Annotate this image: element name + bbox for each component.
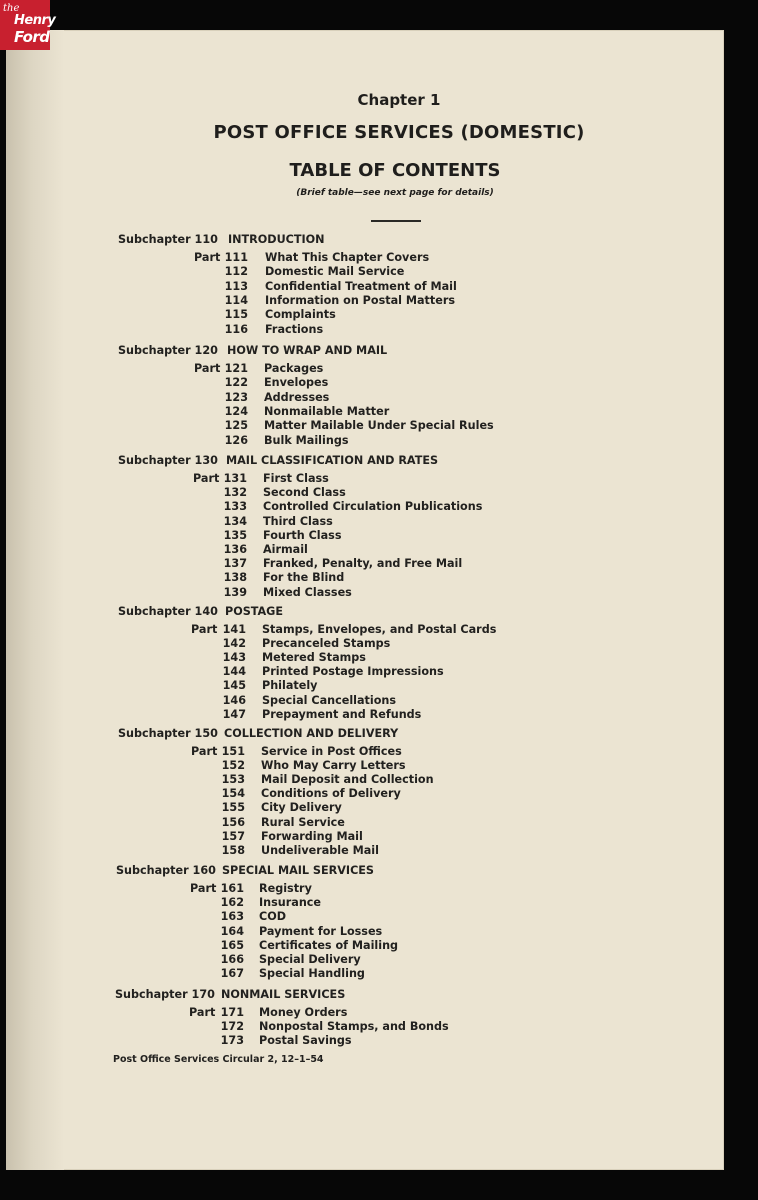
part-number: 135: [223, 528, 247, 542]
toc-heading: TABLE OF CONTENTS: [289, 160, 501, 181]
part-number: 156: [221, 815, 245, 829]
part-number: 157: [221, 829, 245, 843]
subchapter-label: Subchapter 140: [118, 605, 218, 618]
part-title: Metered Stamps: [262, 651, 366, 665]
part-number: 125: [224, 419, 248, 433]
part-label: Part: [193, 472, 220, 485]
part-title: Undeliverable Mail: [261, 843, 379, 857]
part-number: 163: [220, 910, 244, 924]
part-title: Postal Savings: [259, 1034, 352, 1048]
subchapter-title: POSTAGE: [225, 605, 284, 618]
part-title: Matter Mailable Under Special Rules: [264, 419, 494, 433]
part-title: Service in Post Offices: [261, 745, 402, 758]
part-number: 172: [220, 1020, 244, 1034]
part-number: 115: [224, 308, 248, 322]
part-title: Prepayment and Refunds: [262, 707, 422, 721]
part-title: Addresses: [264, 390, 330, 404]
part-title: Nonpostal Stamps, and Bonds: [259, 1020, 449, 1034]
part-label: Part: [194, 251, 221, 264]
part-number: 136: [223, 543, 247, 556]
part-title: Second Class: [263, 486, 346, 500]
part-number: 152: [221, 759, 245, 773]
part-number: 147: [222, 707, 246, 721]
part-number: 123: [224, 390, 248, 404]
subchapter-title: HOW TO WRAP AND MAIL: [227, 344, 388, 357]
part-label: Part: [194, 362, 221, 375]
part-number: 113: [224, 279, 248, 293]
part-number: 138: [223, 571, 247, 585]
part-number: 139: [223, 585, 247, 599]
part-number: 165: [220, 938, 244, 952]
subchapter-title: INTRODUCTION: [228, 233, 325, 246]
part-number: 111: [224, 251, 248, 264]
part-title: Domestic Mail Service: [265, 265, 405, 279]
part-number: 122: [224, 376, 248, 390]
part-number: 142: [222, 637, 246, 651]
part-label: Part: [191, 623, 218, 636]
part-title: Fourth Class: [263, 528, 342, 542]
part-title: Packages: [264, 362, 324, 375]
logo-henry: Henry: [14, 13, 56, 28]
subchapter-label: Subchapter 110: [118, 233, 218, 246]
henry-ford-logo: [0, 0, 56, 50]
logo-the: the: [3, 3, 20, 14]
subchapter-title: SPECIAL MAIL SERVICES: [222, 864, 374, 877]
part-title: Special Delivery: [259, 953, 361, 966]
part-number: 126: [224, 433, 248, 447]
subchapter-label: Subchapter 150: [118, 727, 218, 740]
part-title: Rural Service: [261, 815, 345, 829]
document-title: POST OFFICE SERVICES (DOMESTIC): [213, 122, 585, 143]
part-number: 167: [220, 967, 244, 981]
part-number: 158: [221, 843, 245, 857]
part-number: 134: [223, 514, 247, 528]
logo-ford: Ford: [14, 28, 50, 46]
part-title: Special Cancellations: [262, 693, 397, 707]
part-title: Certificates of Mailing: [259, 938, 399, 952]
page-footer: Post Office Services Circular 2, 12–1–54: [113, 1054, 324, 1065]
subchapter-label: Subchapter 170: [115, 988, 215, 1001]
part-title: Nonmailable Matter: [264, 404, 390, 418]
part-title: City Delivery: [261, 801, 342, 815]
part-title: Mail Deposit and Collection: [261, 773, 434, 787]
subchapter-label: Subchapter 130: [118, 454, 218, 467]
part-title: Payment for Losses: [259, 924, 383, 938]
part-number: 144: [222, 665, 246, 679]
part-title: Information on Postal Matters: [265, 293, 455, 307]
part-number: 116: [224, 322, 248, 336]
part-number: 145: [222, 679, 246, 693]
part-number: 121: [224, 362, 248, 375]
subchapter-title: COLLECTION AND DELIVERY: [224, 727, 399, 740]
part-title: Forwarding Mail: [261, 829, 363, 843]
part-number: 124: [224, 404, 248, 418]
part-title: Fractions: [265, 322, 324, 336]
part-title: What This Chapter Covers: [265, 251, 430, 264]
part-title: For the Blind: [263, 571, 345, 585]
part-title: Airmail: [263, 543, 308, 556]
part-title: First Class: [263, 472, 329, 485]
subchapter-title: NONMAIL SERVICES: [221, 988, 346, 1001]
part-title: Who May Carry Letters: [261, 759, 406, 773]
part-number: 162: [220, 896, 244, 910]
part-number: 112: [224, 265, 248, 279]
part-title: Special Handling: [259, 967, 365, 981]
part-number: 173: [220, 1034, 244, 1048]
part-title: Envelopes: [264, 376, 329, 390]
part-number: 164: [220, 924, 244, 938]
part-title: Conditions of Delivery: [261, 787, 401, 801]
part-title: Bulk Mailings: [264, 433, 349, 447]
part-title: Confidential Treatment of Mail: [265, 279, 457, 293]
part-title: Printed Postage Impressions: [262, 665, 444, 679]
subchapter-label: Subchapter 160: [116, 864, 216, 877]
part-title: Complaints: [265, 308, 336, 322]
toc-note: (Brief table—see next page for details): [296, 188, 494, 198]
part-number: 166: [220, 953, 244, 966]
part-title: COD: [259, 910, 287, 924]
part-number: 171: [220, 1006, 244, 1019]
part-number: 137: [223, 557, 247, 571]
part-title: Philately: [262, 679, 318, 693]
part-title: Controlled Circulation Publications: [263, 500, 483, 514]
part-number: 161: [220, 882, 244, 895]
part-number: 132: [223, 486, 247, 500]
part-title: Stamps, Envelopes, and Postal Cards: [262, 623, 497, 636]
part-number: 141: [222, 623, 246, 636]
part-label: Part: [190, 882, 217, 895]
part-title: Precanceled Stamps: [262, 637, 391, 651]
part-title: Money Orders: [259, 1006, 348, 1019]
part-label: Part: [189, 1006, 216, 1019]
part-number: 154: [221, 787, 245, 801]
part-number: 114: [224, 293, 248, 307]
subchapter-title: MAIL CLASSIFICATION AND RATES: [226, 454, 439, 467]
part-number: 155: [221, 801, 245, 815]
part-title: Franked, Penalty, and Free Mail: [263, 557, 463, 571]
part-number: 146: [222, 693, 246, 707]
subchapter-label: Subchapter 120: [118, 344, 218, 357]
part-number: 151: [221, 745, 245, 758]
part-number: 153: [221, 773, 245, 787]
part-title: Third Class: [263, 514, 333, 528]
chapter-heading: Chapter 1: [357, 91, 441, 109]
part-number: 143: [222, 651, 246, 665]
part-title: Mixed Classes: [263, 585, 352, 599]
part-label: Part: [191, 745, 218, 758]
part-title: Insurance: [259, 896, 322, 910]
part-number: 133: [223, 500, 247, 514]
part-number: 131: [223, 472, 247, 485]
part-title: Registry: [259, 882, 312, 895]
